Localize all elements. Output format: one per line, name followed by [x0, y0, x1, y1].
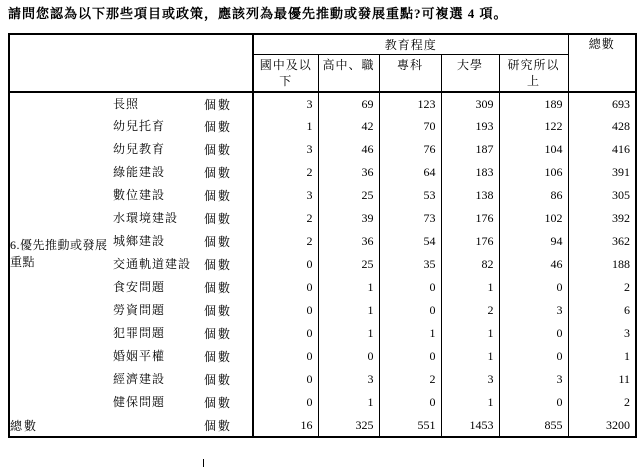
- count-label: 個數: [204, 373, 233, 387]
- count-value: 1: [441, 276, 499, 299]
- count-value: 0: [379, 391, 441, 414]
- count-value: 3: [253, 184, 318, 207]
- count-value: 2: [441, 299, 499, 322]
- count-value: 1: [441, 345, 499, 368]
- row-total-value: 2: [568, 391, 636, 414]
- count-value: 2: [379, 368, 441, 391]
- total-count-value: 16: [253, 414, 318, 437]
- total-row: [9, 414, 636, 437]
- count-value: 3: [441, 368, 499, 391]
- count-value: 0: [379, 299, 441, 322]
- count-value: 53: [379, 184, 441, 207]
- count-value: 76: [379, 138, 441, 161]
- row-total-value: 693: [568, 92, 636, 115]
- row-total-value: 2: [568, 276, 636, 299]
- row-total-value: 428: [568, 115, 636, 138]
- count-value: 2: [253, 161, 318, 184]
- total-count-value: 325: [318, 414, 379, 437]
- count-value: 3: [253, 138, 318, 161]
- item-label: 數位建設: [113, 188, 166, 202]
- row-total-value: 1: [568, 345, 636, 368]
- count-value: 0: [253, 391, 318, 414]
- count-label: 個數: [204, 327, 233, 341]
- count-value: 104: [499, 138, 568, 161]
- count-value: 36: [318, 230, 379, 253]
- count-value: 0: [499, 391, 568, 414]
- count-label: 個數: [204, 350, 233, 364]
- count-value: 54: [379, 230, 441, 253]
- count-value: 189: [499, 92, 568, 115]
- count-value: 3: [253, 92, 318, 115]
- count-label: 個數: [204, 189, 233, 203]
- count-value: 46: [499, 253, 568, 276]
- count-label: 個數: [204, 166, 233, 180]
- column-header-university: 大學: [441, 54, 499, 92]
- count-value: 0: [253, 276, 318, 299]
- count-value: 1: [253, 115, 318, 138]
- count-value: 2: [253, 230, 318, 253]
- count-value: 2: [253, 207, 318, 230]
- item-label: 水環境建設: [113, 211, 179, 225]
- count-value: 70: [379, 115, 441, 138]
- column-header-senior-high: 高中、職: [318, 54, 379, 92]
- count-label: 個數: [204, 396, 233, 410]
- count-value: 1: [318, 322, 379, 345]
- education-group-header: 教育程度: [253, 34, 568, 54]
- row-group-label: 6.優先推動或發展重點: [10, 237, 108, 269]
- count-value: 73: [379, 207, 441, 230]
- count-value: 102: [499, 207, 568, 230]
- count-value: 183: [441, 161, 499, 184]
- count-value: 0: [253, 322, 318, 345]
- count-value: 123: [379, 92, 441, 115]
- item-label: 經濟建設: [113, 372, 166, 386]
- row-total-value: 392: [568, 207, 636, 230]
- count-value: 35: [379, 253, 441, 276]
- count-label: 個數: [204, 304, 233, 318]
- header-row-top: [9, 34, 636, 54]
- count-label: 個數: [204, 258, 233, 272]
- item-label: 城鄉建設: [113, 234, 166, 248]
- column-header-junior-high: 國中及以下: [253, 54, 318, 92]
- count-value: 69: [318, 92, 379, 115]
- count-value: 39: [318, 207, 379, 230]
- total-count-value: 551: [379, 414, 441, 437]
- count-label: 個數: [204, 97, 233, 112]
- total-count-value: 1453: [441, 414, 499, 437]
- total-count-value: 855: [499, 414, 568, 437]
- item-label: 健保問題: [113, 395, 166, 409]
- corner-cell: [9, 34, 253, 92]
- count-value: 64: [379, 161, 441, 184]
- row-total-value: 6: [568, 299, 636, 322]
- row-total-value: 11: [568, 368, 636, 391]
- count-value: 1: [318, 276, 379, 299]
- count-value: 187: [441, 138, 499, 161]
- count-value: 176: [441, 207, 499, 230]
- count-value: 193: [441, 115, 499, 138]
- count-value: 176: [441, 230, 499, 253]
- count-value: 86: [499, 184, 568, 207]
- count-value: 36: [318, 161, 379, 184]
- table-body: [9, 92, 636, 437]
- count-value: 0: [253, 368, 318, 391]
- total-row-label: 總數: [10, 418, 39, 433]
- row-total-value: 305: [568, 184, 636, 207]
- count-value: 1: [441, 391, 499, 414]
- count-label: 個數: [204, 418, 233, 433]
- row-total-value: 362: [568, 230, 636, 253]
- count-value: 1: [318, 299, 379, 322]
- count-label: 個數: [204, 235, 233, 249]
- column-header-graduate-school: 研究所以上: [499, 54, 568, 92]
- count-value: 1: [318, 391, 379, 414]
- count-value: 0: [379, 345, 441, 368]
- row-total-value: 391: [568, 161, 636, 184]
- item-label: 長照: [113, 96, 140, 111]
- count-value: 42: [318, 115, 379, 138]
- count-value: 0: [253, 253, 318, 276]
- item-label: 幼兒教育: [113, 142, 166, 156]
- count-value: 0: [253, 345, 318, 368]
- item-row: [9, 92, 636, 115]
- count-value: 46: [318, 138, 379, 161]
- count-value: 106: [499, 161, 568, 184]
- count-label: 個數: [204, 212, 233, 226]
- count-value: 1: [441, 322, 499, 345]
- count-value: 0: [499, 345, 568, 368]
- table-border-artifact: [203, 459, 204, 467]
- count-value: 94: [499, 230, 568, 253]
- item-label: 綠能建設: [113, 165, 166, 179]
- count-value: 122: [499, 115, 568, 138]
- crosstab-table: [8, 33, 637, 438]
- item-label: 幼兒托育: [113, 119, 166, 133]
- count-label: 個數: [204, 120, 233, 134]
- count-value: 25: [318, 184, 379, 207]
- item-label: 食安問題: [113, 280, 166, 294]
- count-label: 個數: [204, 143, 233, 157]
- count-value: 25: [318, 253, 379, 276]
- grand-total-value: 3200: [568, 414, 636, 437]
- count-value: 309: [441, 92, 499, 115]
- row-total-value: 3: [568, 322, 636, 345]
- count-value: 3: [499, 368, 568, 391]
- count-value: 82: [441, 253, 499, 276]
- item-label: 交通軌道建設: [113, 257, 192, 271]
- count-value: 0: [379, 276, 441, 299]
- question-title: 請問您認為以下那些項目或政策，應該列為最優先推動或發展重點?可複選 4 項。: [8, 6, 508, 21]
- item-label: 犯罪問題: [113, 326, 166, 340]
- count-value: 138: [441, 184, 499, 207]
- count-value: 0: [253, 299, 318, 322]
- count-value: 3: [499, 299, 568, 322]
- row-total-value: 188: [568, 253, 636, 276]
- item-label: 婚姻平權: [113, 349, 166, 363]
- count-value: 1: [379, 322, 441, 345]
- count-value: 3: [318, 368, 379, 391]
- count-label: 個數: [204, 281, 233, 295]
- item-label: 勞資問題: [113, 303, 166, 317]
- total-column-header: 總數: [568, 34, 636, 92]
- row-total-value: 416: [568, 138, 636, 161]
- column-header-junior-college: 專科: [379, 54, 441, 92]
- count-value: 0: [499, 322, 568, 345]
- count-value: 0: [499, 276, 568, 299]
- count-value: 0: [318, 345, 379, 368]
